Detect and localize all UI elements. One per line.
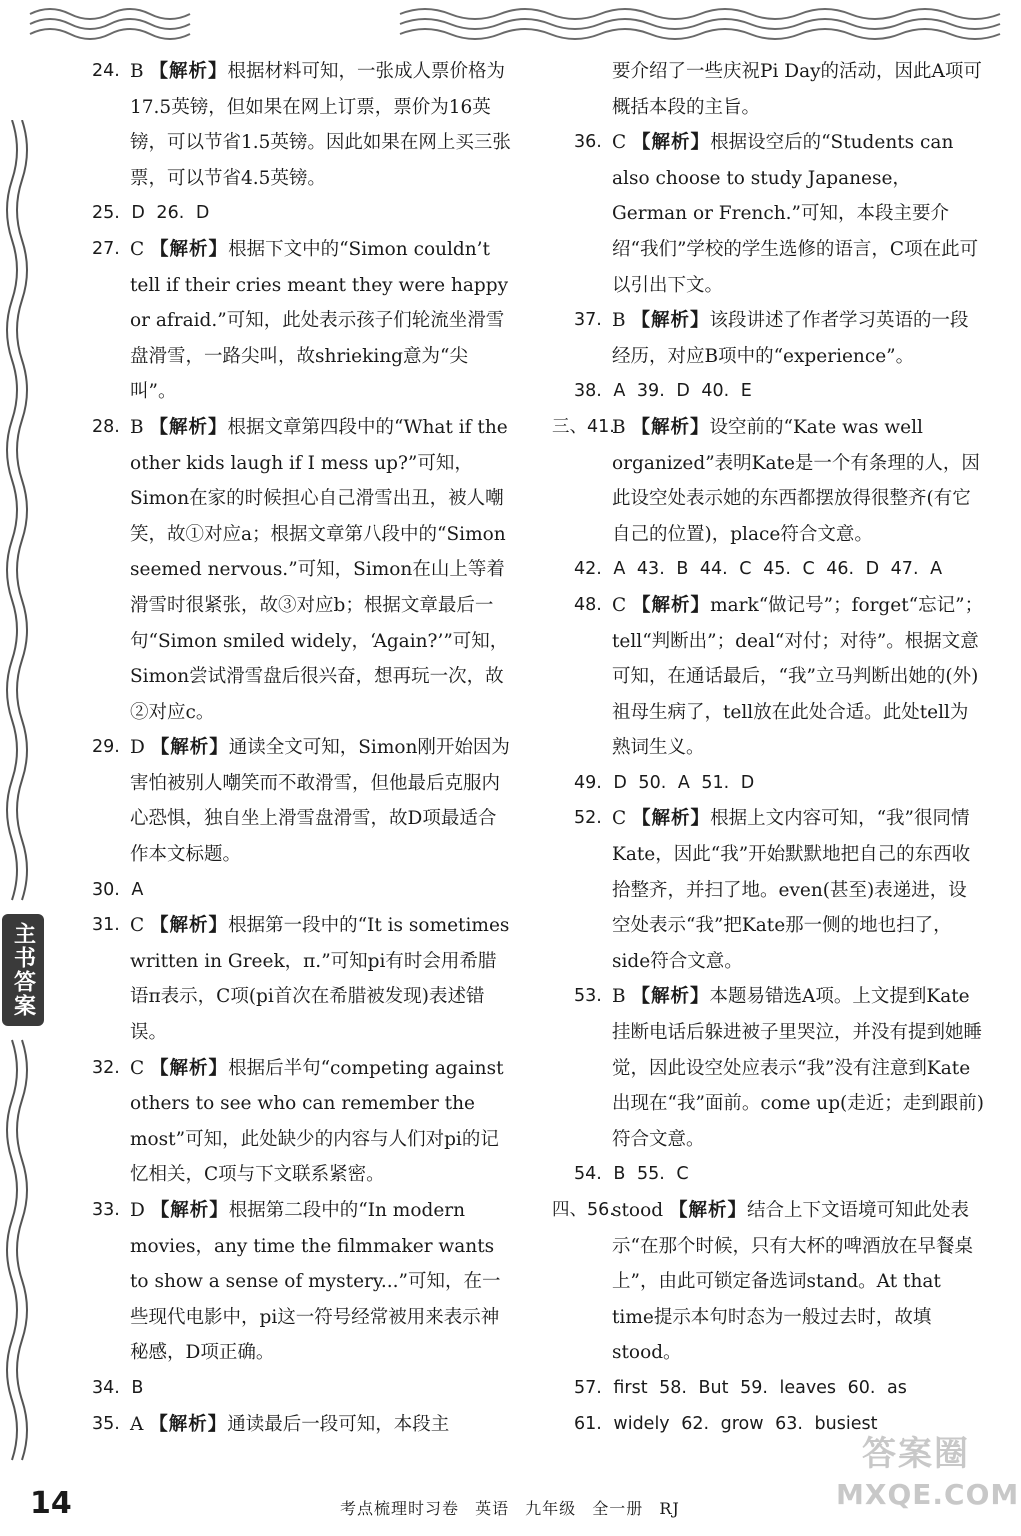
- analysis-label: 【解析】: [150, 1057, 229, 1079]
- item-answer: C: [612, 808, 627, 830]
- analysis-text: 根据材料可知，一张成人票价格为17.5英镑，但如果在网上订票，票价为16英镑，可以节省1.5英镑。因此如果在网上买三张票，可以节省4.5英镑。: [130, 61, 511, 189]
- answer-row: 38. A 39. D 40. E: [574, 381, 752, 402]
- item-answer: C: [612, 594, 627, 616]
- analysis-text: 根据第二段中的“In modern movies，any time the filmmaker wants to show a sense of mystery...”可知，在一些现代电影中，pi这一符号经常被用来表示神秘感，D项正确。: [130, 1200, 501, 1364]
- answer-row: 42. A 43. B 44. C 45. C 46. D 47. A: [574, 559, 943, 580]
- answer-item: [92, 1407, 512, 1443]
- answer-item: [92, 908, 512, 1050]
- analysis-text: 根据第一段中的“It is sometimes written in Greek，π.”可知pi有时会用希腊语π表示，C项(pi首次在希腊被发现)表述错误。: [130, 915, 510, 1044]
- analysis-label: 【解析】: [632, 594, 711, 616]
- item-number: 27.: [92, 238, 120, 259]
- watermark-line1: 答案圈: [862, 1434, 970, 1474]
- analysis-text: 根据上文内容可知，“我”很同情Kate，因此“我”开始默默地把自己的东西收拾整齐，并扫了地。even(甚至)表递进，设空处表示“我”把Kate那一侧的地也扫了，side符合文意。: [612, 808, 971, 972]
- item-number: 53.: [574, 986, 602, 1007]
- item-answer: C: [130, 1057, 145, 1079]
- answer-item: [552, 801, 984, 979]
- answer-item: [552, 410, 984, 552]
- analysis-label: 【解析】: [149, 1413, 228, 1435]
- analysis-label: 【解析】: [150, 915, 229, 937]
- item-answer: D: [130, 737, 145, 759]
- analysis-text: 通读最后一段可知，本段主: [227, 1413, 450, 1435]
- side-wave-decoration: [0, 120, 48, 1500]
- item-number: 52.: [574, 808, 602, 829]
- analysis-label: 【解析】: [632, 808, 711, 830]
- item-answer: B: [130, 61, 144, 82]
- item-number: 三、41.: [552, 416, 615, 437]
- item-number: 48.: [574, 594, 602, 615]
- answer-item: [92, 730, 512, 872]
- analysis-text: 结合上下文语境可知此处表示“在那个时候，只有大杯的啤酒放在早餐桌上”，由此可锁定备选词stand。At that time提示本句时态为一般过去时，故填stood。: [612, 1200, 973, 1364]
- item-answer: B: [612, 310, 626, 332]
- analysis-label: 【解析】: [150, 737, 229, 759]
- analysis-label: 【解析】: [150, 238, 229, 260]
- answer-row: 57. first 58. But 59. leaves 60. as: [574, 1377, 907, 1398]
- page-number: 14: [30, 1486, 72, 1521]
- item-number: 31.: [92, 915, 120, 936]
- continued-text: 要介绍了一些庆祝Pi Day的活动，因此A项可概括本段的主旨。: [612, 61, 982, 118]
- item-answer: A: [130, 1413, 144, 1435]
- item-number: 37.: [574, 310, 602, 331]
- analysis-label: 【解析】: [149, 416, 228, 438]
- answer-item: [552, 303, 984, 374]
- answer-row: 54. B 55. C: [574, 1164, 689, 1185]
- analysis-text: mark“做记号”；forget“忘记”；tell“判断出”；deal“对付；对待”。根据文意可知，在通话最后，“我”立马判断出她的(外)祖母生病了，tell放在此处合适。此处tell为熟词生义。: [612, 594, 984, 759]
- analysis-text: 本题易错选A项。上文提到Kate挂断电话后躲进被子里哭泣，并没有提到她睡觉，因此设空处应表示“我”没有注意到Kate出现在“我”面前。come up(走近；走到跟前)符合文意。: [612, 986, 984, 1150]
- item-number: 36.: [574, 132, 602, 153]
- answer-row: 34. B: [92, 1377, 144, 1398]
- top-wave-decoration: [0, 0, 1021, 44]
- right-column: [552, 54, 984, 1442]
- left-column: [92, 54, 512, 1442]
- answer-item: [552, 979, 984, 1157]
- analysis-text: 该段讲述了作者学习英语的一段经历，对应B项中的“experience”。: [612, 310, 969, 367]
- answer-row: 61. widely 62. grow 63. busiest: [574, 1413, 878, 1434]
- item-answer: C: [612, 132, 627, 154]
- item-number: 24.: [92, 61, 120, 81]
- answer-item: [552, 588, 984, 766]
- answer-row: 25. D 26. D: [92, 203, 210, 224]
- item-number: 33.: [92, 1200, 120, 1220]
- answer-row: 49. D 50. A 51. D: [574, 772, 755, 793]
- item-number: 35.: [92, 1413, 120, 1434]
- side-tab-label: 主书答案: [2, 914, 44, 1026]
- item-answer: D: [130, 1200, 145, 1221]
- item-answer: stood: [612, 1200, 664, 1221]
- item-number: 29.: [92, 737, 120, 758]
- analysis-label: 【解析】: [149, 61, 228, 82]
- item-answer: C: [130, 238, 145, 260]
- analysis-text: 根据后半句“competing against others to see who can remember the most”可知，此处缺少的内容与人们对pi的记忆相关，C项与下文联系紧密。: [130, 1057, 504, 1186]
- item-answer: B: [130, 416, 144, 438]
- analysis-text: 根据设空后的“Students can also choose to study Japanese，German or French.”可知，本段主要介绍“我们”学校的学生选修的语言，C项在此可以引出下文。: [612, 132, 979, 296]
- answer-row: 30. A: [92, 879, 144, 900]
- answer-item: [92, 410, 512, 730]
- watermark-line2: MXQE.COM: [836, 1478, 1020, 1511]
- answer-item: [92, 232, 512, 410]
- item-number: 28.: [92, 416, 120, 437]
- analysis-label: 【解析】: [631, 986, 710, 1008]
- footer-title: 考点梳理时习卷 英语 九年级 全一册 RJ: [340, 1499, 680, 1518]
- analysis-label: 【解析】: [668, 1200, 747, 1221]
- analysis-text: 根据下文中的“Simon couldn’t tell if their cries meant they were happy or afraid.”可知，此处表示孩子们轮流坐滑雪盘滑雪，一路尖叫，故shrieking意为“尖叫”。: [130, 238, 509, 403]
- analysis-label: 【解析】: [632, 132, 711, 154]
- answer-item: [92, 54, 512, 196]
- analysis-label: 【解析】: [631, 416, 710, 438]
- analysis-label: 【解析】: [150, 1200, 229, 1221]
- page-footer: [0, 1486, 1021, 1530]
- analysis-text: 通读全文可知，Simon刚开始因为害怕被别人嘲笑而不敢滑雪，但他最后克服内心恐惧，独自坐上滑雪盘滑雪，故D项最适合作本文标题。: [130, 737, 510, 866]
- answer-item: [552, 1193, 984, 1371]
- analysis-text: 设空前的“Kate was well organized”表明Kate是一个有条理的人，因此设空处表示她的东西都摆放得很整齐(有它自己的位置)，place符合文意。: [612, 416, 980, 545]
- item-answer: B: [612, 986, 626, 1008]
- item-answer: C: [130, 915, 145, 937]
- item-answer: B: [612, 416, 626, 438]
- answer-item: [92, 1193, 512, 1371]
- item-number: 四、56.: [552, 1200, 615, 1220]
- answer-item: [92, 1051, 512, 1193]
- analysis-text: 根据文章第四段中的“What if the other kids laugh if I mess up?”可知，Simon在家的时候担心自己滑雪出丑，被人嘲笑，故①对应a；根据文章第八段中的“Simon seemed nervous.”可知，Simon在山上等着滑雪时很紧张，故③对应b；根据文章最后一句“Simon smiled widely，‘Again?’”可知，Simon尝试滑雪盘后很兴奋，想再玩一次，故②对应c。: [130, 416, 509, 723]
- answer-item: [552, 125, 984, 303]
- item-number: 32.: [92, 1057, 120, 1078]
- analysis-label: 【解析】: [631, 310, 710, 332]
